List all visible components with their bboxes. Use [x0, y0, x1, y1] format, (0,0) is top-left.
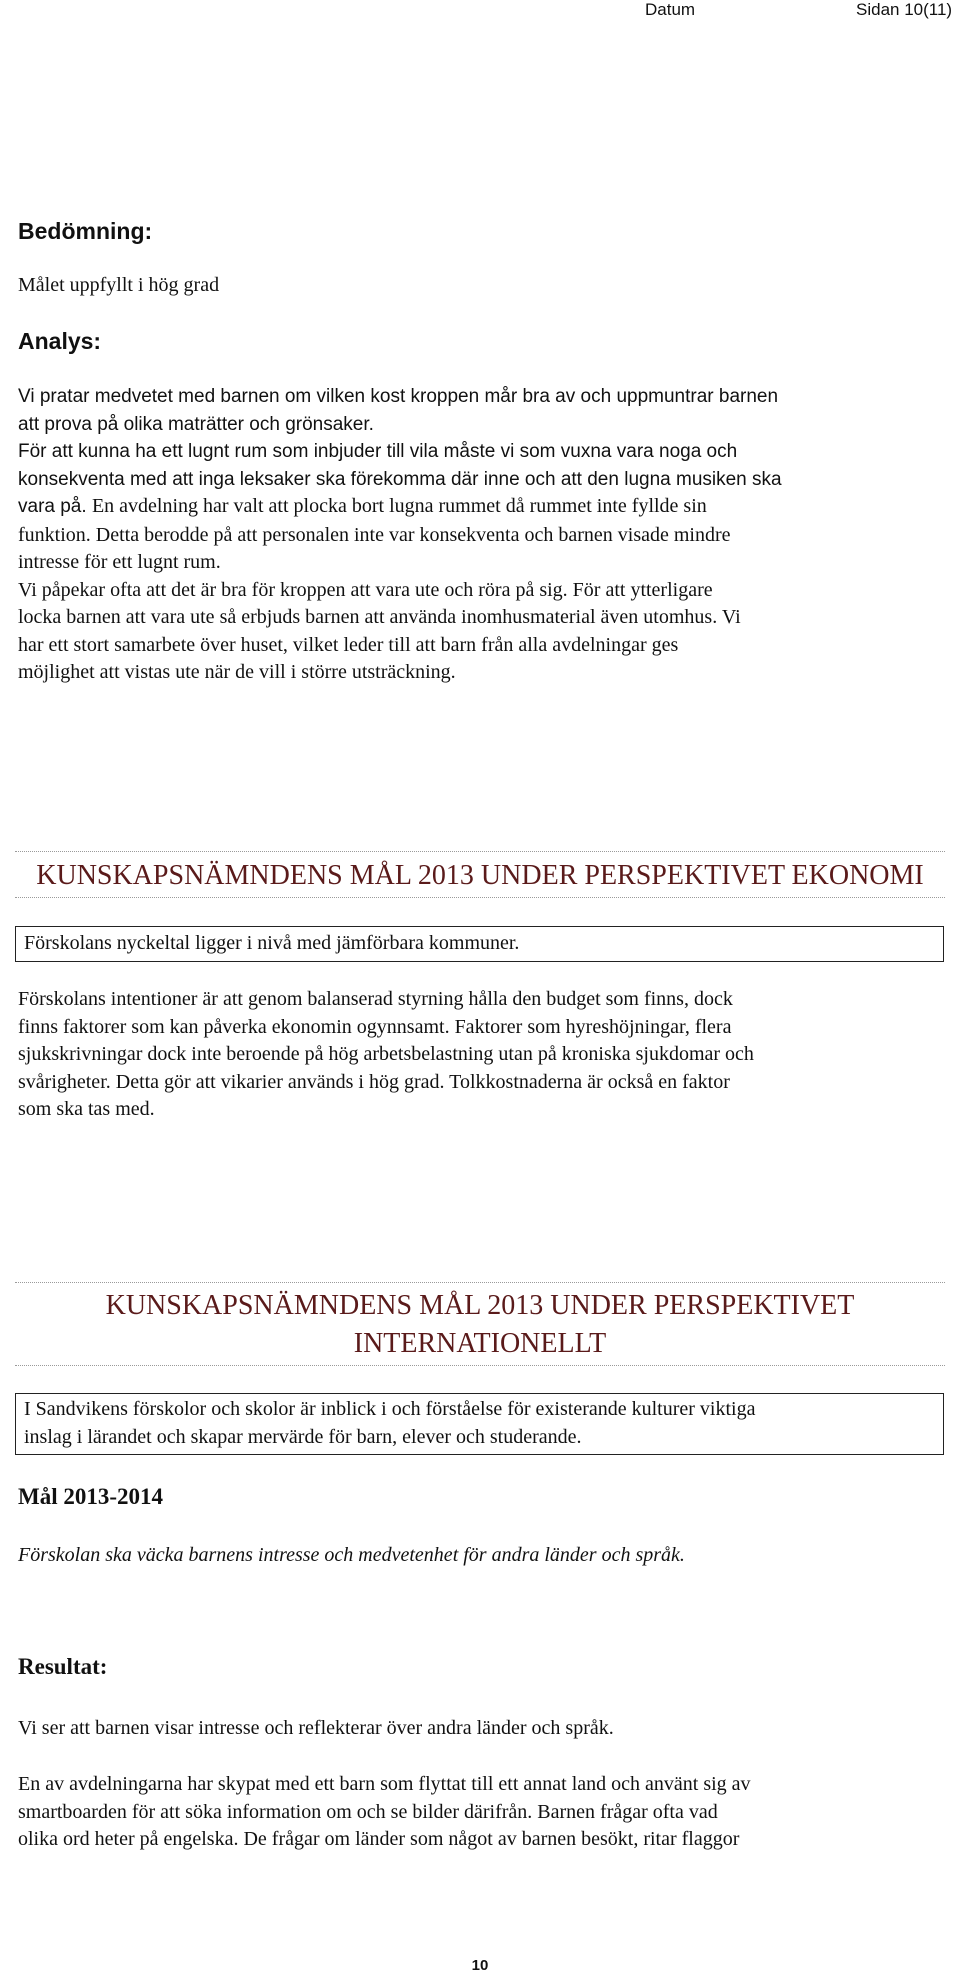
ekonomi-rule-top [15, 851, 945, 852]
analys-line: funktion. Detta berodde på att personalen inte var konsekventa och barnen visade mindre [18, 523, 731, 546]
ekonomi-box-text: Förskolans nyckeltal ligger i nivå med jämförbara kommuner. [24, 932, 520, 954]
ekonomi-line: Förskolans intentioner är att genom balanserad styrning hålla den budget som finns, dock [18, 988, 733, 1010]
ekonomi-line: som ska tas med. [18, 1098, 155, 1120]
ekonomi-line: finns faktorer som kan påverka ekonomin ogynnsamt. Faktorer som hyreshöjningar, flera [18, 1015, 732, 1038]
analys-line: möjlighet att vistas ute när de vill i större utsträckning. [18, 661, 456, 683]
bedomning-text: Målet uppfyllt i hög grad [18, 274, 220, 296]
ekonomi-line: sjukskrivningar dock inte beroende på hög arbetsbelastning utan på kroniska sjukdomar och [18, 1043, 754, 1065]
analys-line: locka barnen att vara ute så erbjuds barnen att använda inomhusmaterial även utomhus. Vi [18, 606, 741, 628]
internationellt-rule-top [15, 1282, 945, 1283]
resultat-heading: Resultat: [18, 1654, 108, 1679]
analys-line: att prova på olika maträtter och grönsaker. [18, 413, 374, 435]
ekonomi-line: svårigheter. Detta gör att vikarier används i hög grad. Tolkkostnaderna är också en faktor [18, 1070, 730, 1093]
internationellt-line: olika ord heter på engelska. De frågar om länder som något av barnen besökt, ritar flaggor [18, 1828, 740, 1850]
internationellt-box [15, 1393, 944, 1455]
ekonomi-section-title: KUNSKAPSNÄMNDENS MÅL 2013 UNDER PERSPEKTIVET EKONOMI [36, 860, 924, 891]
analys-mixed-line [18, 493, 948, 522]
analys-line: har ett stort samarbete över huset, vilket leder till att barn från alla avdelningar ges [18, 633, 679, 656]
resultat-text: Vi ser att barnen visar intresse och reflekterar över andra länder och språk. [18, 1717, 614, 1739]
analys-line: För att kunna ha ett lugnt rum som inbjuder till vila måste vi som vuxna vara noga och [18, 441, 738, 462]
bedomning-heading: Bedömning: [18, 218, 153, 244]
ekonomi-rule-bottom [15, 897, 945, 898]
internationellt-body [18, 1771, 948, 1854]
ekonomi-key-figure-box [15, 926, 944, 962]
analys-line: Vi pratar medvetet med barnen om vilken kost kroppen mår bra av och uppmuntrar barnen [18, 386, 779, 407]
header-date: Datum [645, 0, 696, 19]
internationellt-line: smartboarden för att söka information om och se bilder därifrån. Barnen frågar ofta vad [18, 1800, 718, 1823]
mal-text: Förskolan ska väcka barnens intresse och medvetenhet för andra länder och språk. [18, 1544, 685, 1566]
ekonomi-body [18, 986, 948, 1124]
internationellt-box-line: inslag i lärandet och skapar mervärde för barn, elever och studerande. [24, 1425, 582, 1448]
header-page-number: Sidan 10(11) [856, 0, 953, 19]
analys-mixed-sans: vara på. [18, 496, 92, 517]
analys-line: Vi påpekar ofta att det är bra för kroppen att vara ute och röra på sig. För att ytterligare [18, 578, 713, 601]
internationellt-title-line1: KUNSKAPSNÄMNDENS MÅL 2013 UNDER PERSPEKTIVET [105, 1290, 855, 1321]
internationellt-line: En av avdelningarna har skypat med ett barn som flyttat till ett annat land och använt sig av [18, 1773, 751, 1795]
internationellt-rule-bottom [15, 1365, 945, 1366]
footer-page-number: 10 [471, 1957, 489, 1974]
internationellt-title-line2: INTERNATIONELLT [353, 1328, 607, 1359]
analys-line: intresse för ett lugnt rum. [18, 551, 221, 573]
internationellt-box-line: I Sandvikens förskolor och skolor är inblick i och förståelse för existerande kulturer viktiga [24, 1398, 756, 1420]
mal-heading: Mål 2013-2014 [18, 1484, 164, 1509]
analys-body [18, 383, 948, 687]
internationellt-section-title [15, 1287, 945, 1363]
analys-heading: Analys: [18, 328, 102, 354]
analys-line: konsekventa med att inga leksaker ska förekomma där inne och att den lugna musiken ska [18, 468, 782, 490]
analys-mixed-serif: En avdelning har valt att plocka bort lugna rummet då rummet inte fyllde sin [91, 495, 707, 517]
